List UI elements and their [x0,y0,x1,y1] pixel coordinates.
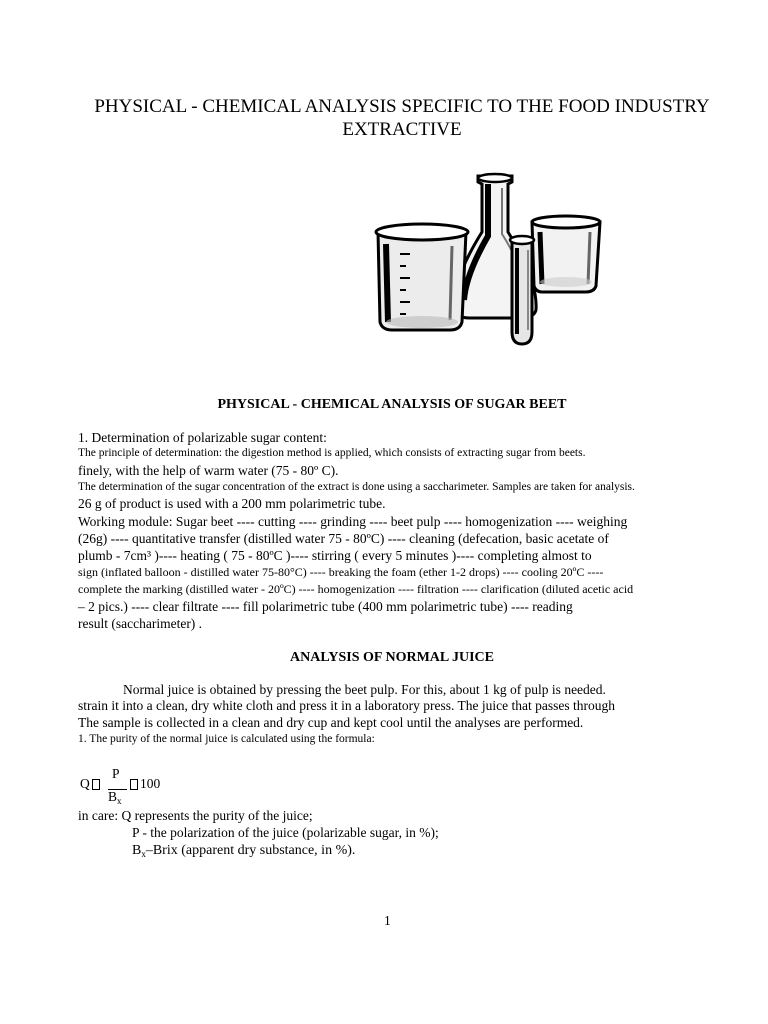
page-number: 1 [384,913,391,928]
section-heading-normal-juice: ANALYSIS OF NORMAL JUICE [290,650,494,665]
missing-glyph-equals [92,779,100,790]
paragraph-line: sign (inflated balloon - distilled water 75-80°C) ---- breaking the foam (ether 1-2 drops) ---- cooling 20ºC ---- [78,565,604,579]
test-tube-icon [510,236,534,344]
paragraph-line: result (saccharimeter) . [78,616,203,631]
paragraph-line: 1. Determination of polarizable sugar content: [78,430,327,445]
paragraph-line: The sample is collected in a clean and dry cup and kept cool until the analyses are performed. [78,715,584,730]
paragraph-line: The principle of determination: the digestion method is applied, which consists of extracting sugar from beets. [78,447,586,459]
formula-lhs: Q [80,776,90,791]
formula-legend-line: P - the polarization of the juice (polarizable sugar, in %); [132,825,439,840]
beaker-right-icon [532,216,600,292]
document-title-line1: PHYSICAL - CHEMICAL ANALYSIS SPECIFIC TO THE FOOD INDUSTRY [94,96,710,117]
missing-glyph-times [130,779,138,790]
paragraph-line: Working module: Sugar beet ---- cutting ---- grinding ---- beet pulp ---- homogenization ---- weighing [78,514,628,529]
paragraph-line: (26g) ---- quantitative transfer (distilled water 75 - 80ºC) ---- cleaning (defecation, basic acetate of [78,531,609,546]
lab-glassware-beakers-icon [370,170,610,350]
formula-denominator: $B_x$ [108,789,122,806]
paragraph-line: The determination of the sugar concentration of the extract is done using a saccharimeter. Samples are taken for analysis. [78,481,635,493]
paragraph-line: finely, with the help of warm water (75 - 80º C). [78,463,339,478]
paragraph-line: strain it into a clean, dry white cloth and press it in a laboratory press. The juice that passes through [78,698,615,713]
section-heading-sugar-beet: PHYSICAL - CHEMICAL ANALYSIS OF SUGAR BEET [217,397,567,412]
document-title-line2: EXTRACTIVE [342,119,462,140]
paragraph-line: 1. The purity of the normal juice is calculated using the formula: [78,733,375,745]
formula-legend-line: in care: Q represents the purity of the juice; [78,808,313,823]
paragraph-line: 26 g of product is used with a 200 mm polarimetric tube. [78,496,386,511]
paragraph-line: complete the marking (distilled water - 20ºC) ---- homogenization ---- filtration ---- clarification (diluted acetic acid [78,582,634,596]
paragraph-line: plumb - 7cm³ )---- heating ( 75 - 80ºC )---- stirring ( every 5 minutes )---- completing almost to [78,548,592,563]
paragraph-line: – 2 pics.) ---- clear filtrate ---- fill polarimetric tube (400 mm polarimetric tube) ---- reading [78,599,573,614]
formula-numerator: P [112,766,120,781]
formula-multiplier: 100 [140,776,161,791]
formula-legend-line: $B_x$–Brix (apparent dry substance, in %). [132,843,356,859]
paragraph-line: Normal juice is obtained by pressing the beet pulp. For this, about 1 kg of pulp is needed. [123,682,606,697]
beaker-left-icon [376,224,468,330]
